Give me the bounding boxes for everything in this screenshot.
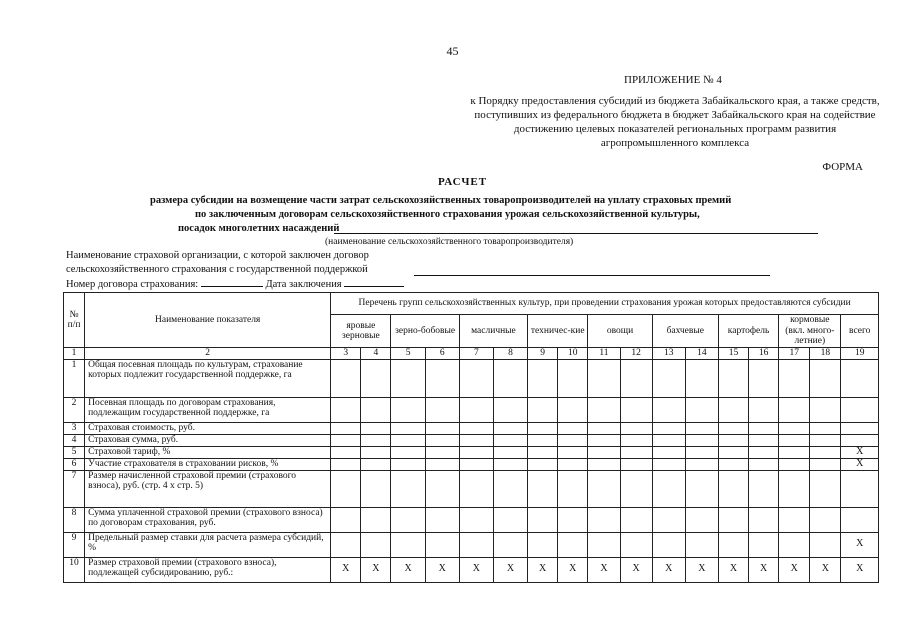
group-melons: бахчевые <box>652 315 718 348</box>
value-cell[interactable] <box>620 470 652 507</box>
value-cell[interactable] <box>331 532 361 557</box>
value-cell[interactable] <box>749 532 779 557</box>
value-cell[interactable] <box>425 434 459 446</box>
value-cell: X <box>528 557 558 582</box>
value-cell[interactable] <box>558 532 588 557</box>
value-cell[interactable] <box>425 359 459 397</box>
column-number-2: 2 <box>85 348 331 360</box>
header-number: № п/п <box>64 293 85 348</box>
value-cell[interactable] <box>652 359 685 397</box>
row-number: 10 <box>64 557 85 582</box>
producer-name-blank[interactable] <box>334 233 818 234</box>
value-cell[interactable] <box>361 532 391 557</box>
insurer-label-line-1: Наименование страховой организации, с которой заключен договор <box>66 250 369 261</box>
row-indicator-label: Участие страхователя в страховании рисков, % <box>85 458 331 470</box>
row-number: 6 <box>64 458 85 470</box>
value-cell: X <box>652 557 685 582</box>
value-cell[interactable] <box>528 458 558 470</box>
value-cell[interactable] <box>718 359 748 397</box>
value-cell[interactable] <box>361 422 391 434</box>
value-cell: X <box>331 557 361 582</box>
group-technical: техничес-кие <box>528 315 588 348</box>
value-cell[interactable] <box>779 397 810 422</box>
column-number-3: 3 <box>331 348 361 360</box>
value-cell[interactable] <box>361 359 391 397</box>
value-cell[interactable] <box>493 359 527 397</box>
column-number-1: 1 <box>64 348 85 360</box>
value-cell[interactable] <box>391 507 425 532</box>
value-cell[interactable] <box>749 397 779 422</box>
value-cell[interactable] <box>361 470 391 507</box>
value-cell[interactable] <box>459 434 493 446</box>
value-cell[interactable] <box>493 422 527 434</box>
group-potatoes: картофель <box>718 315 778 348</box>
value-cell: X <box>841 458 879 470</box>
value-cell: X <box>425 557 459 582</box>
value-cell[interactable] <box>588 470 620 507</box>
value-cell[interactable] <box>685 359 718 397</box>
value-cell[interactable] <box>620 397 652 422</box>
value-cell[interactable] <box>620 507 652 532</box>
group-fodder: кормовые (вкл. много-летние) <box>779 315 841 348</box>
column-number-14: 14 <box>685 348 718 360</box>
value-cell[interactable] <box>558 458 588 470</box>
contract-row <box>66 278 404 290</box>
value-cell[interactable] <box>425 397 459 422</box>
column-number-4: 4 <box>361 348 391 360</box>
column-number-11: 11 <box>588 348 620 360</box>
value-cell[interactable] <box>588 458 620 470</box>
value-cell[interactable] <box>558 446 588 458</box>
value-cell[interactable] <box>588 359 620 397</box>
contract-date-label: Дата заключения <box>265 279 342 290</box>
column-number-6: 6 <box>425 348 459 360</box>
value-cell[interactable] <box>620 458 652 470</box>
row-number: 7 <box>64 470 85 507</box>
value-cell[interactable] <box>718 446 748 458</box>
value-cell[interactable] <box>779 434 810 446</box>
table-row <box>64 507 879 532</box>
value-cell[interactable] <box>841 422 879 434</box>
value-cell[interactable] <box>391 470 425 507</box>
value-cell[interactable] <box>528 397 558 422</box>
value-cell[interactable] <box>331 359 361 397</box>
value-cell[interactable] <box>620 532 652 557</box>
value-cell[interactable] <box>620 422 652 434</box>
value-cell[interactable] <box>459 507 493 532</box>
value-cell[interactable] <box>620 446 652 458</box>
value-cell[interactable] <box>361 446 391 458</box>
table-row <box>64 397 879 422</box>
row-indicator-label: Страховой тариф, % <box>85 446 331 458</box>
value-cell[interactable] <box>588 397 620 422</box>
table-row <box>64 532 879 557</box>
value-cell[interactable] <box>718 434 748 446</box>
form-label: ФОРМА <box>822 161 863 173</box>
row-indicator-label: Страховая стоимость, руб. <box>85 422 331 434</box>
value-cell[interactable] <box>361 507 391 532</box>
row-number: 3 <box>64 422 85 434</box>
column-number-15: 15 <box>718 348 748 360</box>
appendix-description: к Порядку предоставления субсидий из бюджета Забайкальского края, а также средств, поступивших из федерального бюджета в бюджет Забайкальского края на содействие достижению целевых показателей региональных программ развития агропромышленного комплекса <box>470 95 880 149</box>
table-row <box>64 359 879 397</box>
value-cell[interactable] <box>528 434 558 446</box>
row-number: 1 <box>64 359 85 397</box>
row-indicator-label: Сумма уплаченной страховой премии (страхового взноса) по договорам страхования, руб. <box>85 507 331 532</box>
value-cell[interactable] <box>652 458 685 470</box>
column-number-7: 7 <box>459 348 493 360</box>
value-cell[interactable] <box>391 446 425 458</box>
value-cell[interactable] <box>528 507 558 532</box>
value-cell[interactable] <box>425 446 459 458</box>
value-cell[interactable] <box>493 507 527 532</box>
column-numbers-row <box>64 348 879 360</box>
value-cell[interactable] <box>331 422 361 434</box>
value-cell[interactable] <box>331 470 361 507</box>
group-spring-grain: яровые зерновые <box>331 315 391 348</box>
value-cell[interactable] <box>493 458 527 470</box>
value-cell[interactable] <box>425 507 459 532</box>
value-cell[interactable] <box>685 507 718 532</box>
value-cell[interactable] <box>652 422 685 434</box>
value-cell[interactable] <box>718 458 748 470</box>
value-cell[interactable] <box>361 434 391 446</box>
value-cell[interactable] <box>331 446 361 458</box>
value-cell: X <box>558 557 588 582</box>
value-cell[interactable] <box>685 397 718 422</box>
group-total: всего <box>841 315 879 348</box>
value-cell[interactable] <box>810 446 841 458</box>
value-cell[interactable] <box>779 532 810 557</box>
value-cell[interactable] <box>779 446 810 458</box>
insurer-label-line-2: сельскохозяйственного страхования с государственной поддержкой <box>66 264 368 275</box>
value-cell[interactable] <box>459 422 493 434</box>
value-cell: X <box>841 446 879 458</box>
producer-caption: (наименование сельскохозяйственного товаропроизводителя) <box>325 237 574 247</box>
row-indicator-label: Размер страховой премии (страхового взноса), подлежащей субсидированию, руб.: <box>85 557 331 582</box>
value-cell[interactable] <box>558 507 588 532</box>
value-cell[interactable] <box>391 422 425 434</box>
value-cell[interactable] <box>652 434 685 446</box>
value-cell[interactable] <box>685 446 718 458</box>
value-cell[interactable] <box>493 532 527 557</box>
value-cell[interactable] <box>749 446 779 458</box>
value-cell: X <box>588 557 620 582</box>
value-cell[interactable] <box>749 470 779 507</box>
value-cell[interactable] <box>528 532 558 557</box>
value-cell[interactable] <box>841 470 879 507</box>
subtitle-line-2: по заключенным договорам сельскохозяйственного страхования урожая сельскохозяйственной культуры, <box>195 209 700 220</box>
value-cell[interactable] <box>652 507 685 532</box>
table-row <box>64 470 879 507</box>
value-cell[interactable] <box>779 507 810 532</box>
row-number: 2 <box>64 397 85 422</box>
value-cell[interactable] <box>779 359 810 397</box>
header-indicator: Наименование показателя <box>85 293 331 348</box>
value-cell[interactable] <box>652 532 685 557</box>
value-cell[interactable] <box>810 359 841 397</box>
group-oilseeds: масличные <box>459 315 527 348</box>
group-vegetables: овощи <box>588 315 652 348</box>
value-cell[interactable] <box>459 532 493 557</box>
value-cell[interactable] <box>425 458 459 470</box>
column-number-9: 9 <box>528 348 558 360</box>
appendix-title: ПРИЛОЖЕНИЕ № 4 <box>624 74 722 86</box>
row-indicator-label: Страховая сумма, руб. <box>85 434 331 446</box>
column-number-5: 5 <box>391 348 425 360</box>
value-cell[interactable] <box>749 422 779 434</box>
column-number-13: 13 <box>652 348 685 360</box>
value-cell[interactable] <box>718 507 748 532</box>
contract-number-label: Номер договора страхования: <box>66 279 199 290</box>
column-number-12: 12 <box>620 348 652 360</box>
subtitle-line-3: посадок многолетних насаждений <box>178 223 340 234</box>
value-cell[interactable] <box>331 434 361 446</box>
value-cell: X <box>685 557 718 582</box>
row-indicator-label: Посевная площадь по договорам страхования, подлежащим государственной поддержке, га <box>85 397 331 422</box>
column-number-8: 8 <box>493 348 527 360</box>
value-cell[interactable] <box>588 446 620 458</box>
contract-date-blank[interactable] <box>344 278 404 287</box>
column-number-16: 16 <box>749 348 779 360</box>
value-cell[interactable] <box>685 532 718 557</box>
value-cell[interactable] <box>558 359 588 397</box>
value-cell[interactable] <box>493 397 527 422</box>
table-row <box>64 458 879 470</box>
value-cell[interactable] <box>588 532 620 557</box>
indicators-table <box>63 292 879 583</box>
value-cell[interactable] <box>459 470 493 507</box>
value-cell[interactable] <box>841 359 879 397</box>
value-cell[interactable] <box>493 434 527 446</box>
page-number: 45 <box>446 44 459 58</box>
value-cell[interactable] <box>528 359 558 397</box>
value-cell[interactable] <box>459 458 493 470</box>
value-cell: X <box>459 557 493 582</box>
column-number-10: 10 <box>558 348 588 360</box>
value-cell[interactable] <box>652 470 685 507</box>
value-cell[interactable] <box>588 434 620 446</box>
value-cell: X <box>749 557 779 582</box>
document-title: РАСЧЕТ <box>437 176 488 188</box>
value-cell[interactable] <box>810 422 841 434</box>
value-cell[interactable] <box>391 458 425 470</box>
value-cell: X <box>620 557 652 582</box>
value-cell[interactable] <box>841 434 879 446</box>
row-number: 4 <box>64 434 85 446</box>
value-cell[interactable] <box>558 434 588 446</box>
insurer-name-blank[interactable] <box>414 275 770 276</box>
value-cell[interactable] <box>425 532 459 557</box>
value-cell[interactable] <box>718 397 748 422</box>
value-cell[interactable] <box>652 397 685 422</box>
value-cell[interactable] <box>391 532 425 557</box>
value-cell[interactable] <box>685 434 718 446</box>
value-cell[interactable] <box>558 397 588 422</box>
value-cell[interactable] <box>331 397 361 422</box>
row-number: 9 <box>64 532 85 557</box>
value-cell[interactable] <box>391 359 425 397</box>
header-groups-title: Перечень групп сельскохозяйственных культур, при проведении страхования урожая которых предоставляются субсидии <box>331 293 879 315</box>
value-cell: X <box>493 557 527 582</box>
value-cell[interactable] <box>841 397 879 422</box>
row-indicator-label: Общая посевная площадь по культурам, страхование которых подлежит государственной поддержке, га <box>85 359 331 397</box>
value-cell[interactable] <box>620 359 652 397</box>
value-cell: X <box>718 557 748 582</box>
row-number: 5 <box>64 446 85 458</box>
value-cell[interactable] <box>749 458 779 470</box>
value-cell[interactable] <box>718 532 748 557</box>
value-cell[interactable] <box>685 470 718 507</box>
value-cell: X <box>841 532 879 557</box>
value-cell[interactable] <box>331 507 361 532</box>
column-number-17: 17 <box>779 348 810 360</box>
contract-number-blank[interactable] <box>201 278 263 287</box>
value-cell[interactable] <box>718 422 748 434</box>
value-cell: X <box>810 557 841 582</box>
value-cell: X <box>391 557 425 582</box>
value-cell[interactable] <box>779 422 810 434</box>
value-cell[interactable] <box>459 359 493 397</box>
value-cell[interactable] <box>810 397 841 422</box>
value-cell[interactable] <box>620 434 652 446</box>
value-cell[interactable] <box>361 397 391 422</box>
value-cell: X <box>361 557 391 582</box>
table-row <box>64 557 879 582</box>
row-number: 8 <box>64 507 85 532</box>
value-cell[interactable] <box>391 397 425 422</box>
value-cell[interactable] <box>459 397 493 422</box>
value-cell[interactable] <box>779 470 810 507</box>
row-indicator-label: Предельный размер ставки для расчета размера субсидий, % <box>85 532 331 557</box>
value-cell[interactable] <box>493 446 527 458</box>
value-cell[interactable] <box>810 470 841 507</box>
value-cell[interactable] <box>425 422 459 434</box>
value-cell[interactable] <box>361 458 391 470</box>
value-cell[interactable] <box>391 434 425 446</box>
value-cell[interactable] <box>749 359 779 397</box>
value-cell[interactable] <box>810 434 841 446</box>
value-cell[interactable] <box>558 422 588 434</box>
value-cell: X <box>841 557 879 582</box>
value-cell[interactable] <box>331 458 361 470</box>
value-cell[interactable] <box>841 507 879 532</box>
value-cell[interactable] <box>528 422 558 434</box>
subtitle-line-1: размера субсидии на возмещение части затрат сельскохозяйственных товаропроизводителей на уплату страховых премий <box>150 195 732 206</box>
value-cell[interactable] <box>588 507 620 532</box>
value-cell[interactable] <box>810 507 841 532</box>
value-cell[interactable] <box>749 507 779 532</box>
value-cell[interactable] <box>558 470 588 507</box>
value-cell[interactable] <box>425 470 459 507</box>
value-cell[interactable] <box>493 470 527 507</box>
row-indicator-label: Размер начисленной страховой премии (страхового взноса), руб. (стр. 4 х стр. 5) <box>85 470 331 507</box>
column-number-19: 19 <box>841 348 879 360</box>
table-row <box>64 446 879 458</box>
value-cell[interactable] <box>685 422 718 434</box>
table-row <box>64 434 879 446</box>
value-cell: X <box>779 557 810 582</box>
value-cell[interactable] <box>685 458 718 470</box>
value-cell[interactable] <box>810 532 841 557</box>
column-number-18: 18 <box>810 348 841 360</box>
value-cell[interactable] <box>528 446 558 458</box>
value-cell[interactable] <box>810 458 841 470</box>
value-cell[interactable] <box>718 470 748 507</box>
value-cell[interactable] <box>779 458 810 470</box>
value-cell[interactable] <box>652 446 685 458</box>
table-row <box>64 422 879 434</box>
value-cell[interactable] <box>528 470 558 507</box>
value-cell[interactable] <box>459 446 493 458</box>
group-legumes: зерно-бобовые <box>391 315 459 348</box>
value-cell[interactable] <box>588 422 620 434</box>
value-cell[interactable] <box>749 434 779 446</box>
